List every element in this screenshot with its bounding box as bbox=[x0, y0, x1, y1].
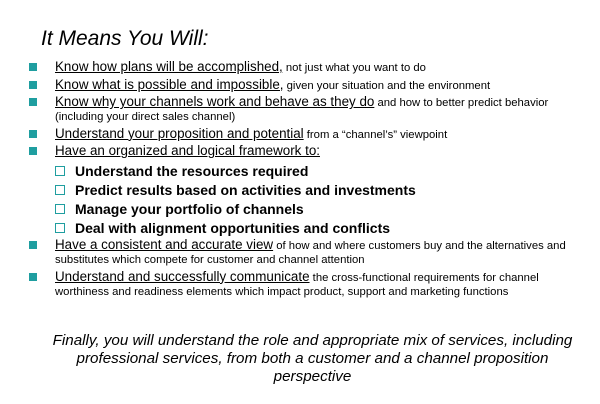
checkbox-bullet-icon bbox=[55, 204, 65, 214]
square-bullet-icon bbox=[29, 98, 37, 106]
bullet-list bbox=[0, 60, 600, 301]
item-lead: Know how plans will be accomplished, bbox=[55, 59, 283, 74]
item-lead: Understand and successfully communicate bbox=[55, 268, 310, 284]
item-lead: Understand your proposition and potential bbox=[55, 125, 304, 141]
square-bullet-icon bbox=[29, 81, 37, 89]
list-item bbox=[0, 78, 600, 93]
square-bullet-icon bbox=[29, 130, 37, 138]
item-text: not just what you want to do bbox=[282, 62, 426, 74]
sub-item-text: Understand the resources required bbox=[75, 162, 309, 179]
checkbox-bullet-icon bbox=[55, 185, 65, 195]
closing-statement: Finally, you will understand the role and appropriate mix of services, including professional services, from both a customer and a channel proposition perspective bbox=[52, 332, 573, 385]
square-bullet-icon bbox=[29, 63, 37, 71]
list-item bbox=[0, 144, 600, 159]
sub-list-item bbox=[0, 162, 600, 181]
item-text: given your situation and the environment bbox=[283, 79, 491, 92]
square-bullet-icon bbox=[29, 273, 37, 281]
item-lead: Have a consistent and accurate view bbox=[55, 236, 274, 252]
item-lead: Have an organized and logical framework to: bbox=[55, 143, 320, 159]
square-bullet-icon bbox=[29, 147, 37, 155]
sub-list-item bbox=[0, 200, 600, 219]
sub-item-text: Predict results based on activities and investments bbox=[75, 181, 416, 198]
square-bullet-icon bbox=[29, 241, 37, 249]
checkbox-bullet-icon bbox=[55, 223, 65, 233]
item-text: the cross-functional requirements for channel worthiness and readiness elements which impact product, support and marketing functions bbox=[55, 271, 539, 298]
item-lead: Know why your channels work and behave as they do bbox=[55, 94, 375, 110]
list-item bbox=[0, 270, 600, 299]
list-item bbox=[0, 60, 600, 75]
sub-list-item bbox=[0, 219, 600, 238]
sub-item-text: Manage your portfolio of channels bbox=[75, 200, 304, 217]
page-title: It Means You Will: bbox=[41, 27, 209, 50]
list-item bbox=[0, 95, 600, 124]
list-item bbox=[0, 238, 600, 267]
item-lead: Know what is possible and impossible, bbox=[55, 76, 284, 92]
item-text: of how and where customers buy and the alternatives and substitutes which compete for customer and channel attention bbox=[55, 239, 566, 266]
item-text: from a “channel’s” viewpoint bbox=[303, 128, 448, 141]
sub-list-item bbox=[0, 181, 600, 200]
checkbox-bullet-icon bbox=[55, 166, 65, 176]
sub-item-text: Deal with alignment opportunities and conflicts bbox=[75, 219, 391, 236]
item-text: and how to better predict behavior (including your direct sales channel) bbox=[55, 97, 549, 124]
list-item bbox=[0, 127, 600, 142]
